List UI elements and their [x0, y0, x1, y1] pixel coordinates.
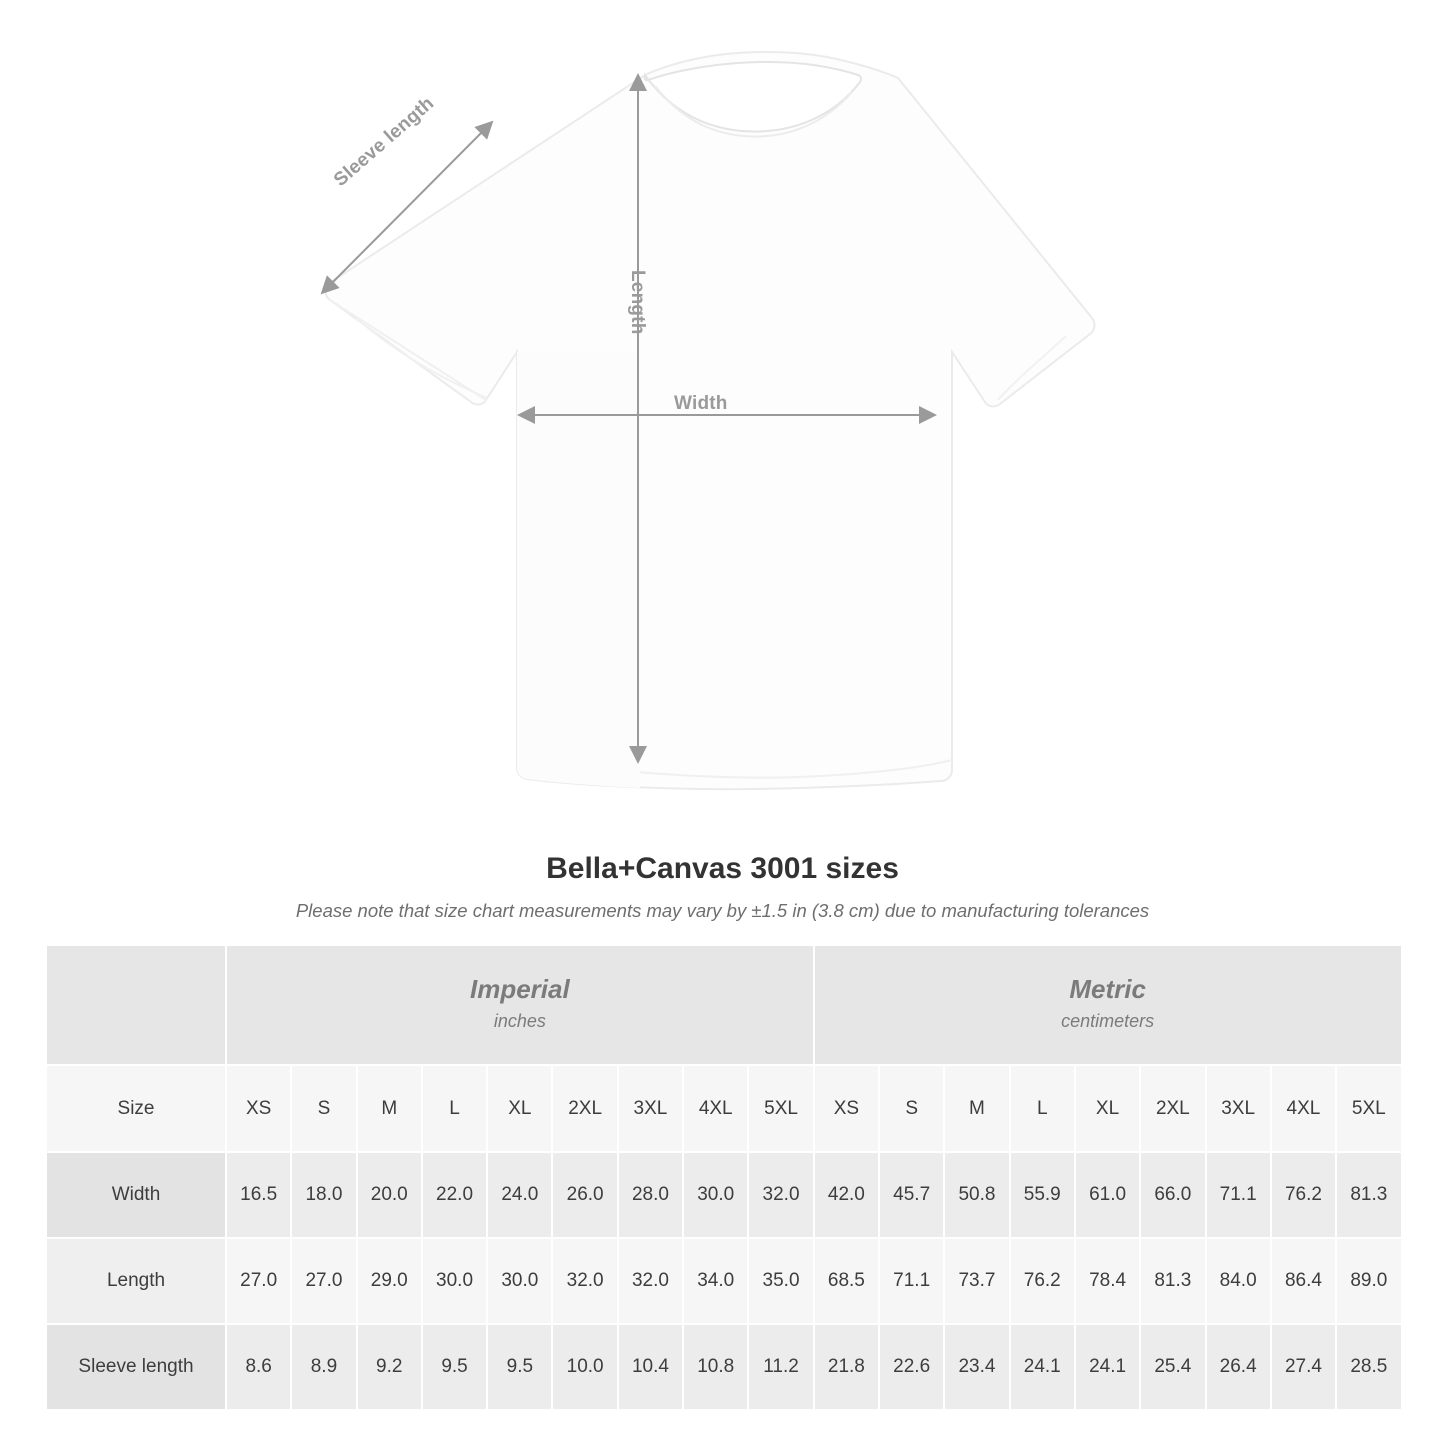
- header-size-l-in: L: [422, 1065, 487, 1152]
- title-block: [0, 852, 1445, 922]
- table-row-sleeve-length: [46, 1324, 1402, 1410]
- cell-sleeve-15: 26.4: [1206, 1324, 1271, 1410]
- cell-width-5: 26.0: [552, 1152, 617, 1238]
- cell-sleeve-17: 28.5: [1336, 1324, 1401, 1410]
- cell-length-8: 35.0: [748, 1238, 813, 1324]
- cell-length-15: 84.0: [1206, 1238, 1271, 1324]
- header-size-4xl-cm: 4XL: [1271, 1065, 1336, 1152]
- cell-width-4: 24.0: [487, 1152, 552, 1238]
- cell-length-11: 73.7: [944, 1238, 1009, 1324]
- size-table: [45, 944, 1403, 1411]
- size-table-wrap: [45, 944, 1400, 1411]
- cell-width-17: 81.3: [1336, 1152, 1401, 1238]
- header-size-5xl-in: 5XL: [748, 1065, 813, 1152]
- header-size-5xl-cm: 5XL: [1336, 1065, 1401, 1152]
- cell-width-3: 22.0: [422, 1152, 487, 1238]
- cell-length-9: 68.5: [814, 1238, 879, 1324]
- cell-length-6: 32.0: [618, 1238, 683, 1324]
- header-size-s-in: S: [291, 1065, 356, 1152]
- length-dimension-label: Length: [627, 270, 648, 335]
- header-size: Size: [46, 1065, 226, 1152]
- cell-sleeve-4: 9.5: [487, 1324, 552, 1410]
- cell-width-2: 20.0: [357, 1152, 422, 1238]
- cell-sleeve-12: 24.1: [1010, 1324, 1075, 1410]
- table-header-row: [46, 1065, 1402, 1152]
- cell-width-0: 16.5: [226, 1152, 291, 1238]
- header-size-l-cm: L: [1010, 1065, 1075, 1152]
- cell-sleeve-6: 10.4: [618, 1324, 683, 1410]
- cell-length-17: 89.0: [1336, 1238, 1401, 1324]
- cell-width-13: 61.0: [1075, 1152, 1140, 1238]
- tolerance-note: Please note that size chart measurements may vary by ±1.5 in (3.8 cm) due to manufacturing tolerances: [295, 900, 1150, 921]
- header-size-2xl-cm: 2XL: [1140, 1065, 1205, 1152]
- cell-sleeve-16: 27.4: [1271, 1324, 1336, 1410]
- header-size-4xl-in: 4XL: [683, 1065, 748, 1152]
- row-label-sleeve-length: Sleeve length: [46, 1324, 226, 1410]
- cell-sleeve-10: 22.6: [879, 1324, 944, 1410]
- row-label-width: Width: [46, 1152, 226, 1238]
- sleeve-length-dimension-label: Sleeve length: [330, 92, 439, 191]
- cell-length-2: 29.0: [357, 1238, 422, 1324]
- cell-sleeve-13: 24.1: [1075, 1324, 1140, 1410]
- header-size-xs-cm: XS: [814, 1065, 879, 1152]
- cell-length-1: 27.0: [291, 1238, 356, 1324]
- unit-group-metric-unit: centimeters: [1061, 1011, 1155, 1032]
- header-size-m-in: M: [357, 1065, 422, 1152]
- cell-sleeve-14: 25.4: [1140, 1324, 1205, 1410]
- width-dimension-label: Width: [674, 393, 728, 414]
- unit-group-imperial-unit: inches: [493, 1011, 546, 1032]
- cell-width-11: 50.8: [944, 1152, 1009, 1238]
- cell-width-14: 66.0: [1140, 1152, 1205, 1238]
- cell-sleeve-8: 11.2: [748, 1324, 813, 1410]
- unit-group-metric-name: Metric: [1069, 973, 1146, 1004]
- cell-length-5: 32.0: [552, 1238, 617, 1324]
- cell-width-16: 76.2: [1271, 1152, 1336, 1238]
- unit-group-metric: [814, 945, 1402, 1065]
- unit-group-imperial-name: Imperial: [470, 973, 570, 1004]
- cell-sleeve-5: 10.0: [552, 1324, 617, 1410]
- cell-length-10: 71.1: [879, 1238, 944, 1324]
- cell-sleeve-3: 9.5: [422, 1324, 487, 1410]
- cell-width-10: 45.7: [879, 1152, 944, 1238]
- header-size-m-cm: M: [944, 1065, 1009, 1152]
- cell-length-3: 30.0: [422, 1238, 487, 1324]
- cell-length-7: 34.0: [683, 1238, 748, 1324]
- header-size-xl-in: XL: [487, 1065, 552, 1152]
- cell-length-12: 76.2: [1010, 1238, 1075, 1324]
- cell-width-8: 32.0: [748, 1152, 813, 1238]
- cell-sleeve-2: 9.2: [357, 1324, 422, 1410]
- cell-width-7: 30.0: [683, 1152, 748, 1238]
- cell-length-13: 78.4: [1075, 1238, 1140, 1324]
- cell-sleeve-0: 8.6: [226, 1324, 291, 1410]
- cell-length-14: 81.3: [1140, 1238, 1205, 1324]
- header-size-xl-cm: XL: [1075, 1065, 1140, 1152]
- cell-width-1: 18.0: [291, 1152, 356, 1238]
- unit-corner-cell: [46, 945, 226, 1065]
- table-row-length: [46, 1238, 1402, 1324]
- header-size-s-cm: S: [879, 1065, 944, 1152]
- cell-sleeve-7: 10.8: [683, 1324, 748, 1410]
- cell-length-0: 27.0: [226, 1238, 291, 1324]
- page-title: Bella+Canvas 3001 sizes: [546, 852, 899, 885]
- unit-group-row: [46, 945, 1402, 1065]
- cell-sleeve-9: 21.8: [814, 1324, 879, 1410]
- cell-sleeve-1: 8.9: [291, 1324, 356, 1410]
- cell-sleeve-11: 23.4: [944, 1324, 1009, 1410]
- cell-length-4: 30.0: [487, 1238, 552, 1324]
- header-size-3xl-cm: 3XL: [1206, 1065, 1271, 1152]
- cell-width-15: 71.1: [1206, 1152, 1271, 1238]
- row-label-length: Length: [46, 1238, 226, 1324]
- table-row-width: [46, 1152, 1402, 1238]
- unit-group-imperial: [226, 945, 814, 1065]
- cell-width-9: 42.0: [814, 1152, 879, 1238]
- cell-width-6: 28.0: [618, 1152, 683, 1238]
- header-size-2xl-in: 2XL: [552, 1065, 617, 1152]
- cell-length-16: 86.4: [1271, 1238, 1336, 1324]
- cell-width-12: 55.9: [1010, 1152, 1075, 1238]
- header-size-3xl-in: 3XL: [618, 1065, 683, 1152]
- header-size-xs-in: XS: [226, 1065, 291, 1152]
